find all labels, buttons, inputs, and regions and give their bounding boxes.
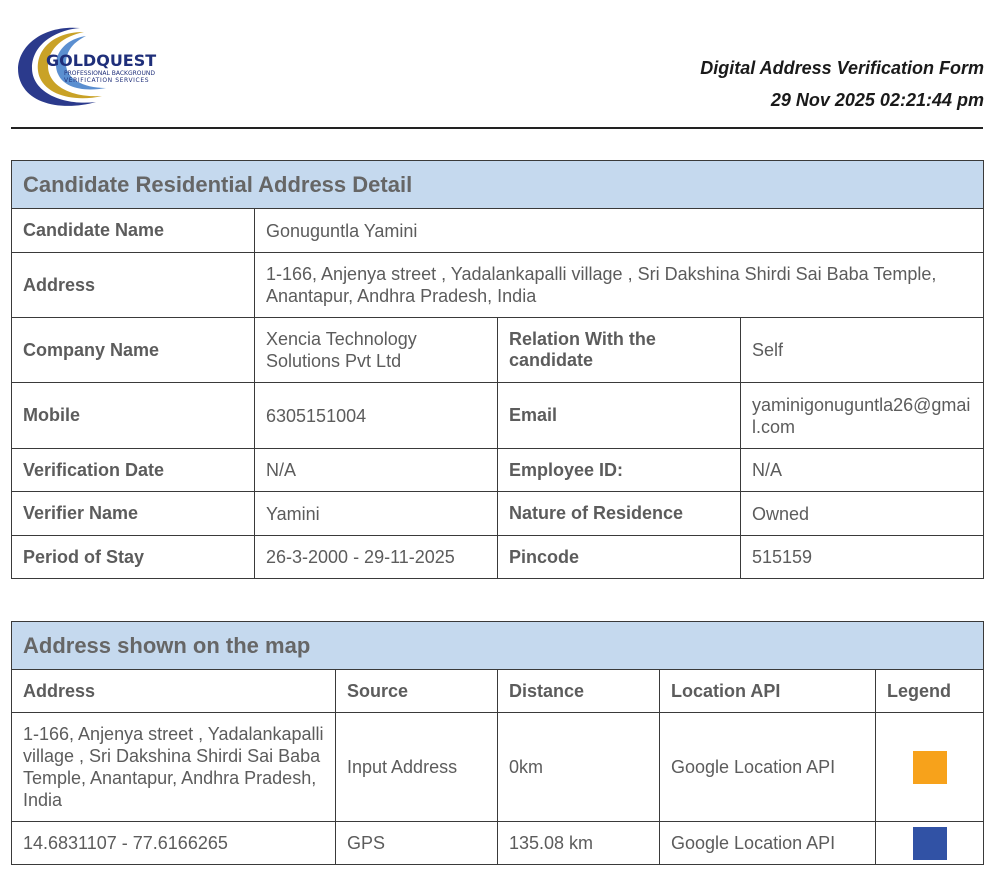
residential-section-heading: Candidate Residential Address Detail [12, 161, 984, 209]
residence-nature-label: Nature of Residence [498, 492, 741, 536]
company-value: Xencia Technology Solutions Pvt Ltd [255, 318, 498, 383]
address-label: Address [12, 253, 255, 318]
candidate-name-value: Gonuguntla Yamini [255, 209, 984, 253]
row-source: GPS [336, 822, 498, 865]
employee-id-label: Employee ID: [498, 449, 741, 492]
table-row [12, 822, 984, 865]
column-header-legend: Legend [876, 670, 984, 713]
form-datetime: 29 Nov 2025 02:21:44 pm [770, 90, 984, 110]
logo-tagline-2: VERIFICATION SERVICES [64, 77, 150, 84]
row-legend [876, 713, 984, 822]
candidate-name-label: Candidate Name [12, 209, 255, 253]
pincode-value: 515159 [741, 536, 984, 579]
table-row [12, 713, 984, 822]
row-address: 14.6831107 - 77.6166265 [12, 822, 336, 865]
employee-id-value: N/A [741, 449, 984, 492]
relation-value: Self [741, 318, 984, 383]
legend-swatch-orange [913, 751, 947, 784]
row-source: Input Address [336, 713, 498, 822]
email-label: Email [498, 383, 741, 449]
residence-nature-value: Owned [741, 492, 984, 536]
legend-swatch-blue [913, 827, 947, 860]
row-legend [876, 822, 984, 865]
map-address-table [11, 621, 984, 865]
column-header-distance: Distance [498, 670, 660, 713]
map-section-heading: Address shown on the map [12, 622, 984, 670]
form-title: Digital Address Verification Form [700, 58, 984, 78]
logo-tagline-1: PROFESSIONAL BACKGROUND [64, 70, 155, 77]
company-label: Company Name [12, 318, 255, 383]
mobile-value: 6305151004 [255, 383, 498, 449]
verifier-name-label: Verifier Name [12, 492, 255, 536]
pincode-label: Pincode [498, 536, 741, 579]
row-distance: 135.08 km [498, 822, 660, 865]
column-header-address: Address [12, 670, 336, 713]
column-header-location-api: Location API [660, 670, 876, 713]
report-header [0, 0, 997, 130]
residential-address-table [11, 160, 984, 579]
row-distance: 0km [498, 713, 660, 822]
row-location-api: Google Location API [660, 822, 876, 865]
row-location-api: Google Location API [660, 713, 876, 822]
verification-date-label: Verification Date [12, 449, 255, 492]
verification-date-value: N/A [255, 449, 498, 492]
period-of-stay-label: Period of Stay [12, 536, 255, 579]
address-value: 1-166, Anjenya street , Yadalankapalli village , Sri Dakshina Shirdi Sai Baba Temple, Anantapur, Andhra Pradesh, India [255, 253, 984, 318]
relation-label: Relation With the candidate [498, 318, 741, 383]
logo-wordmark: GOLDQUEST [46, 51, 157, 70]
mobile-label: Mobile [12, 383, 255, 449]
goldquest-logo [10, 22, 180, 110]
row-address: 1-166, Anjenya street , Yadalankapalli village , Sri Dakshina Shirdi Sai Baba Temple, Anantapur, Andhra Pradesh, India [12, 713, 336, 822]
verifier-name-value: Yamini [255, 492, 498, 536]
email-value: yaminigonuguntla26@gmail.com [741, 383, 984, 449]
period-of-stay-value: 26-3-2000 - 29-11-2025 [255, 536, 498, 579]
column-header-source: Source [336, 670, 498, 713]
header-divider [11, 127, 983, 129]
